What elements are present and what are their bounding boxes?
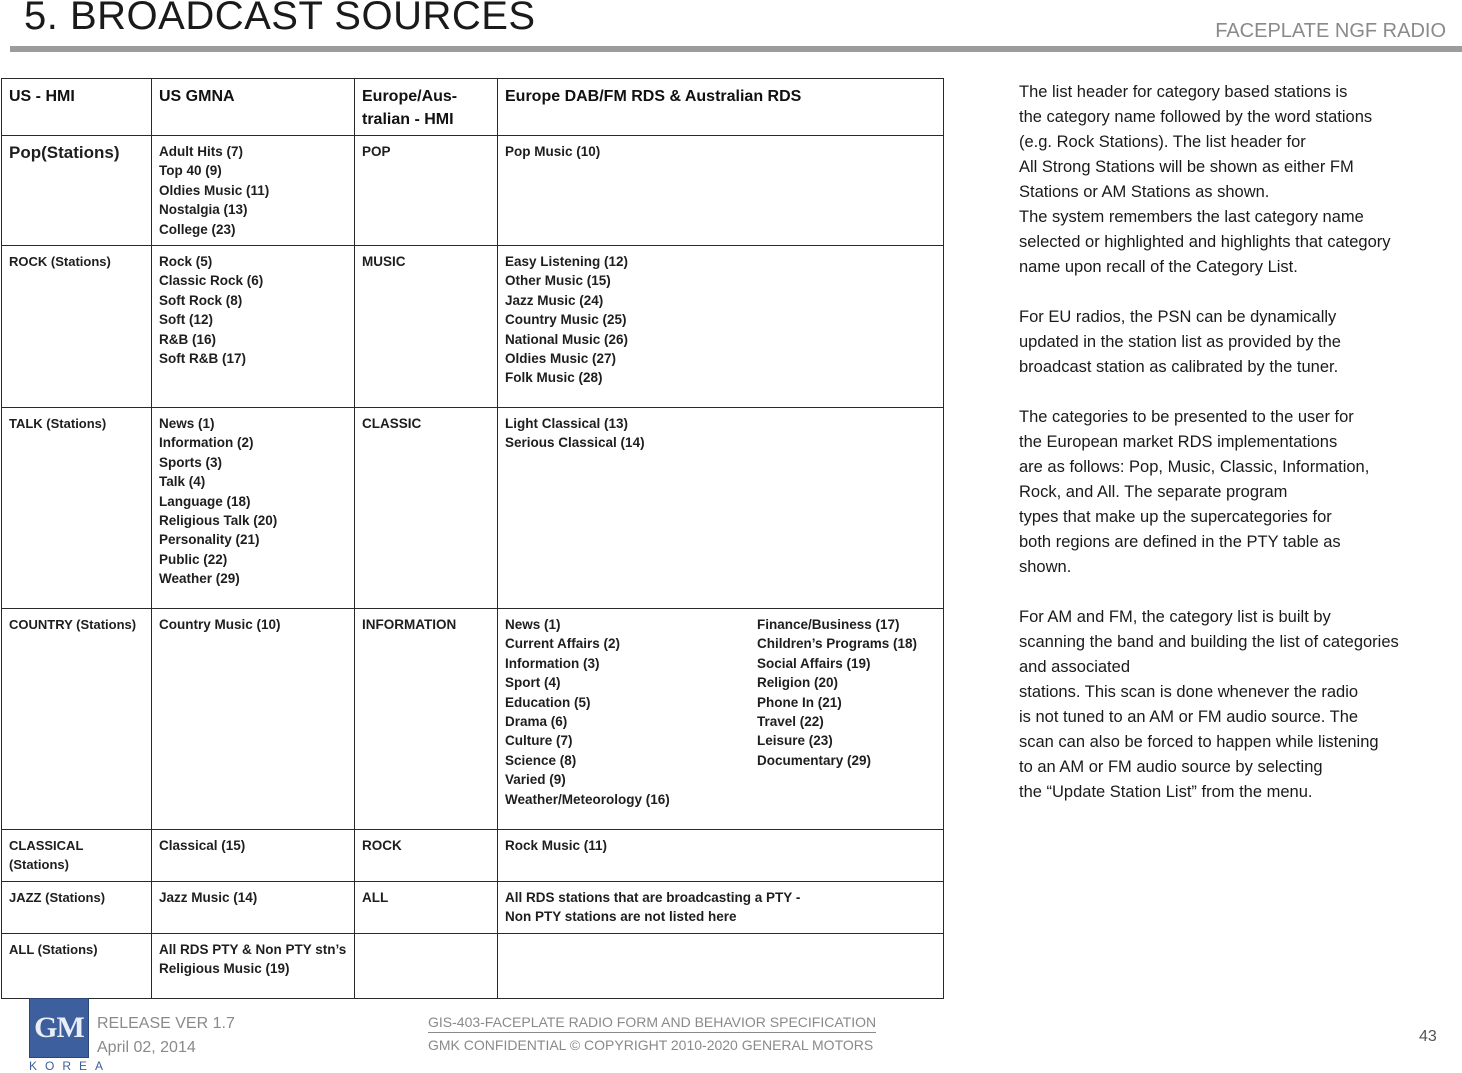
- paragraph-eu-psn: [1019, 305, 1459, 380]
- pty-entry: Finance/Business (17): [757, 617, 900, 633]
- column-header-eu-hmi: Europe/Aus-tralian - HMI: [355, 79, 498, 136]
- column-header-eu-rds: Europe DAB/FM RDS & Australian RDS: [498, 79, 944, 136]
- table-row: [2, 246, 944, 408]
- pty-entry: Classic Rock (6): [159, 273, 264, 289]
- us-hmi-cell: ALL (Stations): [2, 933, 152, 998]
- pty-entry: Jazz Music (24): [505, 292, 604, 308]
- pty-entry: Classical (15): [159, 838, 246, 854]
- eu-hmi-cell: ALL: [355, 881, 498, 933]
- page-title: 5. BROADCAST SOURCES: [24, 0, 536, 38]
- pty-entry: News (1): [505, 617, 561, 633]
- pty-entry: Drama (6): [505, 714, 568, 730]
- text-line: name upon recall of the Category List.: [1019, 258, 1298, 276]
- pty-entry: Oldies Music (27): [505, 351, 617, 367]
- pty-entry: Sports (3): [159, 454, 223, 470]
- pty-entry: Personality (21): [159, 532, 260, 548]
- text-line: The system remembers the last category name: [1019, 208, 1364, 226]
- pty-entry: Culture (7): [505, 733, 573, 749]
- pty-entry: Folk Music (28): [505, 370, 603, 386]
- text-line: The list header for category based stations is: [1019, 83, 1348, 101]
- us-hmi-cell: ROCK (Stations): [2, 246, 152, 408]
- text-line: For AM and FM, the category list is built by: [1019, 608, 1331, 626]
- us-gmna-cell: [152, 881, 355, 933]
- text-line: All Strong Stations will be shown as either FM: [1019, 158, 1354, 176]
- column-header-us-hmi: US - HMI: [2, 79, 152, 136]
- pty-entry: Jazz Music (14): [159, 889, 258, 905]
- eu-hmi-cell: POP: [355, 136, 498, 246]
- us-gmna-cell: [152, 246, 355, 408]
- pty-entry: Weather/Meteorology (16): [505, 791, 670, 807]
- pty-entry: Current Affairs (2): [505, 636, 621, 652]
- text-line: stations. This scan is done whenever the radio: [1019, 683, 1359, 701]
- pty-entry: Non PTY stations are not listed here: [505, 909, 737, 925]
- pty-entry: Adult Hits (7): [159, 144, 243, 159]
- eu-hmi-cell: MUSIC: [355, 246, 498, 408]
- pty-entry: Easy Listening (12): [505, 254, 629, 270]
- pty-entry: Religion (20): [757, 675, 839, 691]
- pty-entry: Soft R&B (17): [159, 351, 246, 367]
- paragraph-list-header: [1019, 80, 1459, 280]
- eu-rds-cell: [498, 609, 944, 830]
- pty-entry: R&B (16): [159, 331, 217, 347]
- pty-entry: Serious Classical (14): [505, 435, 645, 451]
- pty-entry: Phone In (21): [757, 694, 842, 710]
- text-line: and associated: [1019, 658, 1130, 676]
- pty-entry: Rock (5): [159, 254, 213, 270]
- pty-entry: Rock Music (11): [505, 838, 608, 854]
- pty-entry: Nostalgia (13): [159, 202, 248, 218]
- us-gmna-cell: [152, 408, 355, 609]
- pty-entry: Pop Music (10): [505, 144, 601, 159]
- eu-rds-cell: [498, 830, 944, 882]
- us-hmi-cell: COUNTRY (Stations): [2, 609, 152, 830]
- document-subtitle: FACEPLATE NGF RADIO: [1215, 20, 1446, 42]
- spec-info: [428, 1014, 876, 1053]
- us-gmna-cell: [152, 933, 355, 998]
- header-divider: [10, 46, 1462, 52]
- text-line: Stations or AM Stations as shown.: [1019, 183, 1270, 201]
- release-version: RELEASE VER 1.7: [97, 1015, 235, 1032]
- eu-rds-two-column-list: [505, 615, 936, 809]
- text-line: are as follows: Pop, Music, Classic, Information,: [1019, 458, 1370, 476]
- text-line: types that make up the supercategories for: [1019, 508, 1332, 526]
- text-line: scan can also be forced to happen while listening: [1019, 733, 1379, 751]
- spec-title: GIS-403-FACEPLATE RADIO FORM AND BEHAVIOR SPECIFICATION: [428, 1014, 876, 1033]
- pty-entry: Top 40 (9): [159, 163, 222, 179]
- pty-entry: Religious Talk (20): [159, 513, 278, 529]
- eu-hmi-cell: [355, 933, 498, 998]
- pty-entry: Soft (12): [159, 312, 213, 328]
- table-row: [2, 881, 944, 933]
- pty-entry: Information (2): [159, 435, 254, 451]
- eu-hmi-cell: CLASSIC: [355, 408, 498, 609]
- pty-entry: Weather (29): [159, 571, 240, 587]
- eu-hmi-cell: INFORMATION: [355, 609, 498, 830]
- pty-entry: Social Affairs (19): [757, 655, 871, 671]
- table-header-row: [2, 79, 944, 136]
- eu-rds-cell: [498, 246, 944, 408]
- pty-entry: Public (22): [159, 551, 228, 567]
- pty-entry: Travel (22): [757, 714, 824, 730]
- us-hmi-cell: CLASSICAL (Stations): [2, 830, 152, 882]
- pty-entry: Information (3): [505, 655, 600, 671]
- text-line: scanning the band and building the list of categories: [1019, 633, 1399, 651]
- gm-logo: GM: [29, 998, 89, 1058]
- confidential-notice: GMK CONFIDENTIAL © COPYRIGHT 2010-2020 GENERAL MOTORS: [428, 1037, 874, 1053]
- pty-entry: Light Classical (13): [505, 416, 629, 432]
- pty-entry: Children’s Programs (18): [757, 636, 918, 652]
- text-line: selected or highlighted and highlights that category: [1019, 233, 1391, 251]
- pty-entry: Talk (4): [159, 474, 206, 490]
- text-line: broadcast station as calibrated by the tuner.: [1019, 358, 1339, 376]
- eu-rds-cell: [498, 881, 944, 933]
- paragraph-am-fm-scan: [1019, 605, 1459, 805]
- pty-entry: Country Music (25): [505, 312, 627, 328]
- table-row: [2, 408, 944, 609]
- eu-rds-cell: [498, 933, 944, 998]
- eu-rds-column-a: [505, 615, 757, 809]
- pty-entry: College (23): [159, 221, 236, 237]
- text-line: updated in the station list as provided by the: [1019, 333, 1341, 351]
- pty-entry: Leisure (23): [757, 733, 833, 749]
- pty-category-table: [1, 78, 944, 999]
- pty-entry: All RDS stations that are broadcasting a PTY -: [505, 889, 801, 905]
- us-hmi-cell: JAZZ (Stations): [2, 881, 152, 933]
- table-row: [2, 933, 944, 998]
- text-line: the European market RDS implementations: [1019, 433, 1338, 451]
- pty-entry: Language (18): [159, 493, 251, 509]
- release-date: April 02, 2014: [97, 1039, 196, 1056]
- table-row: [2, 830, 944, 882]
- pty-entry: National Music (26): [505, 331, 629, 347]
- pty-entry: Documentary (29): [757, 752, 872, 768]
- gm-logo-subtext: KOREA: [29, 1059, 112, 1073]
- pty-entry: Education (5): [505, 694, 591, 710]
- page-number: 43: [1419, 1028, 1437, 1045]
- table-row: [2, 136, 944, 246]
- paragraph-eu-categories: [1019, 405, 1459, 580]
- us-gmna-cell: [152, 830, 355, 882]
- text-line: (e.g. Rock Stations). The list header for: [1019, 133, 1306, 151]
- pty-entry: Other Music (15): [505, 273, 611, 289]
- pty-entry: Country Music (10): [159, 617, 281, 633]
- pty-entry: Science (8): [505, 752, 577, 768]
- pty-entry: Sport (4): [505, 675, 561, 691]
- text-line: the “Update Station List” from the menu.: [1019, 783, 1313, 801]
- pty-entry: News (1): [159, 416, 215, 432]
- release-info: [97, 1012, 235, 1060]
- pty-entry: Varied (9): [505, 772, 566, 788]
- text-line: to an AM or FM audio source by selecting: [1019, 758, 1323, 776]
- pty-entry: Religious Music (19): [159, 961, 290, 977]
- eu-rds-column-b: [757, 615, 936, 809]
- column-header-us-gmna: US GMNA: [152, 79, 355, 136]
- us-hmi-cell: TALK (Stations): [2, 408, 152, 609]
- us-gmna-cell: [152, 136, 355, 246]
- text-line: the category name followed by the word stations: [1019, 108, 1373, 126]
- eu-rds-cell: [498, 136, 944, 246]
- text-line: both regions are defined in the PTY table as: [1019, 533, 1341, 551]
- eu-rds-cell: [498, 408, 944, 609]
- table-row: [2, 609, 944, 830]
- text-line: The categories to be presented to the user for: [1019, 408, 1354, 426]
- text-line: For EU radios, the PSN can be dynamically: [1019, 308, 1337, 326]
- pty-entry: Soft Rock (8): [159, 292, 243, 308]
- text-line: Rock, and All. The separate program: [1019, 483, 1288, 501]
- description-text: [1019, 80, 1459, 830]
- us-hmi-cell: Pop(Stations): [2, 136, 152, 246]
- text-line: is not tuned to an AM or FM audio source. The: [1019, 708, 1359, 726]
- eu-hmi-cell: ROCK: [355, 830, 498, 882]
- pty-entry: All RDS PTY & Non PTY stn’s: [159, 941, 347, 957]
- us-gmna-cell: [152, 609, 355, 830]
- pty-entry: Oldies Music (11): [159, 182, 270, 198]
- text-line: shown.: [1019, 558, 1072, 576]
